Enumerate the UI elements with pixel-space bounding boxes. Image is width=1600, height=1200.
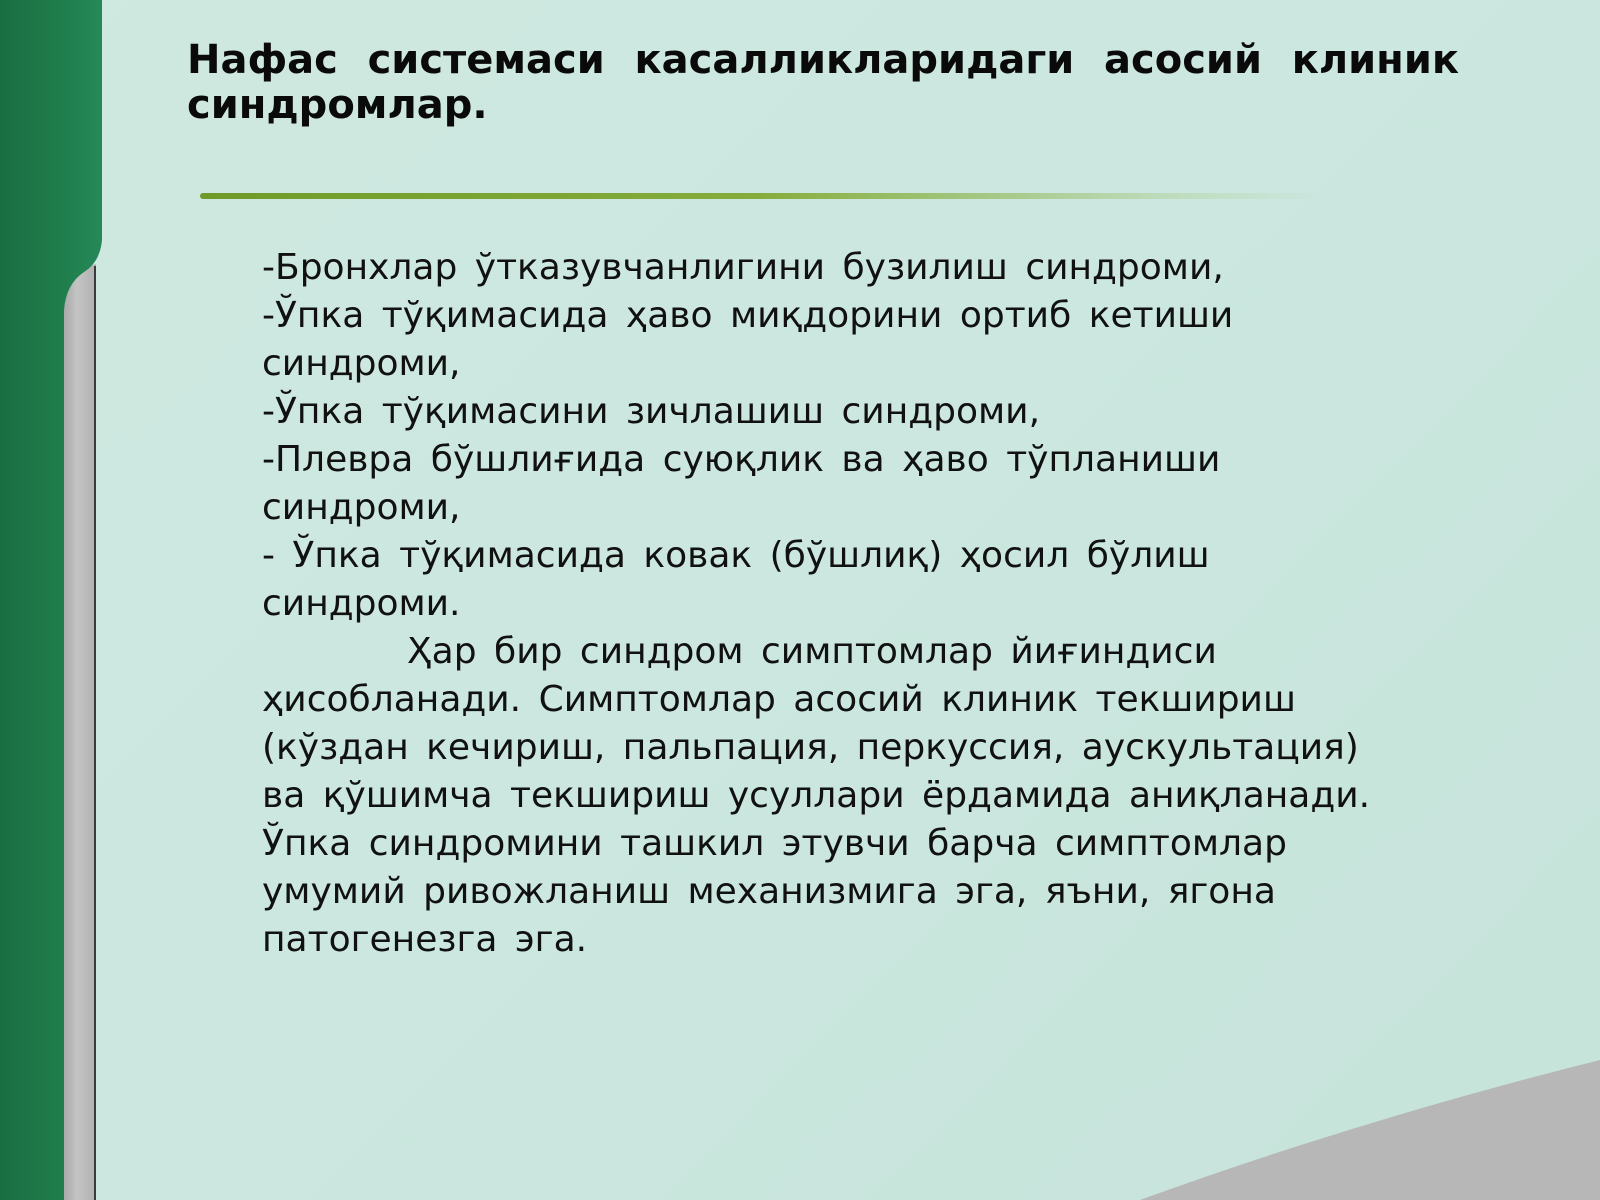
syndrome-item-cavity: - Ўпка тўқимасида ковак (бўшлиқ) ҳосил бўлиш синдроми. [262,535,1210,624]
slide-title: Нафас системаси касалликларидаги асосий клиник синдромлар. [187,37,1459,128]
corner-wave-decoration [1140,1060,1600,1200]
title-underline [200,193,1320,199]
syndrome-item-emphysema: -Ўпка тўқимасида ҳаво миқдорини ортиб кетиши синдроми, [262,295,1234,384]
summary-paragraph: Ҳар бир синдром симптомлар йиғиндиси ҳисобланади. Симптомлар асосий клиник текшириш (кўздан кечириш, пальпация, перкуссия, аускультация) ва қўшимча текшириш усуллари ёрдамида аниқланади. Ўпка синдромини ташкил этувчи барча симптомлар умумий ривожланиш механизмига эга, яъни, ягона патогенезга эга. [262,631,1371,960]
left-sidebar-decoration [0,0,110,1200]
syndrome-item-consolidation: -Ўпка тўқимасини зичлашиш синдроми, [262,391,1041,432]
syndrome-item-pleural: -Плевра бўшлиғида суюқлик ва ҳаво тўпланиши синдроми, [262,439,1221,528]
syndrome-item-bronchial: -Бронхлар ўтказувчанлигини бузилиш синдроми, [262,247,1224,288]
slide-body [262,244,1382,964]
